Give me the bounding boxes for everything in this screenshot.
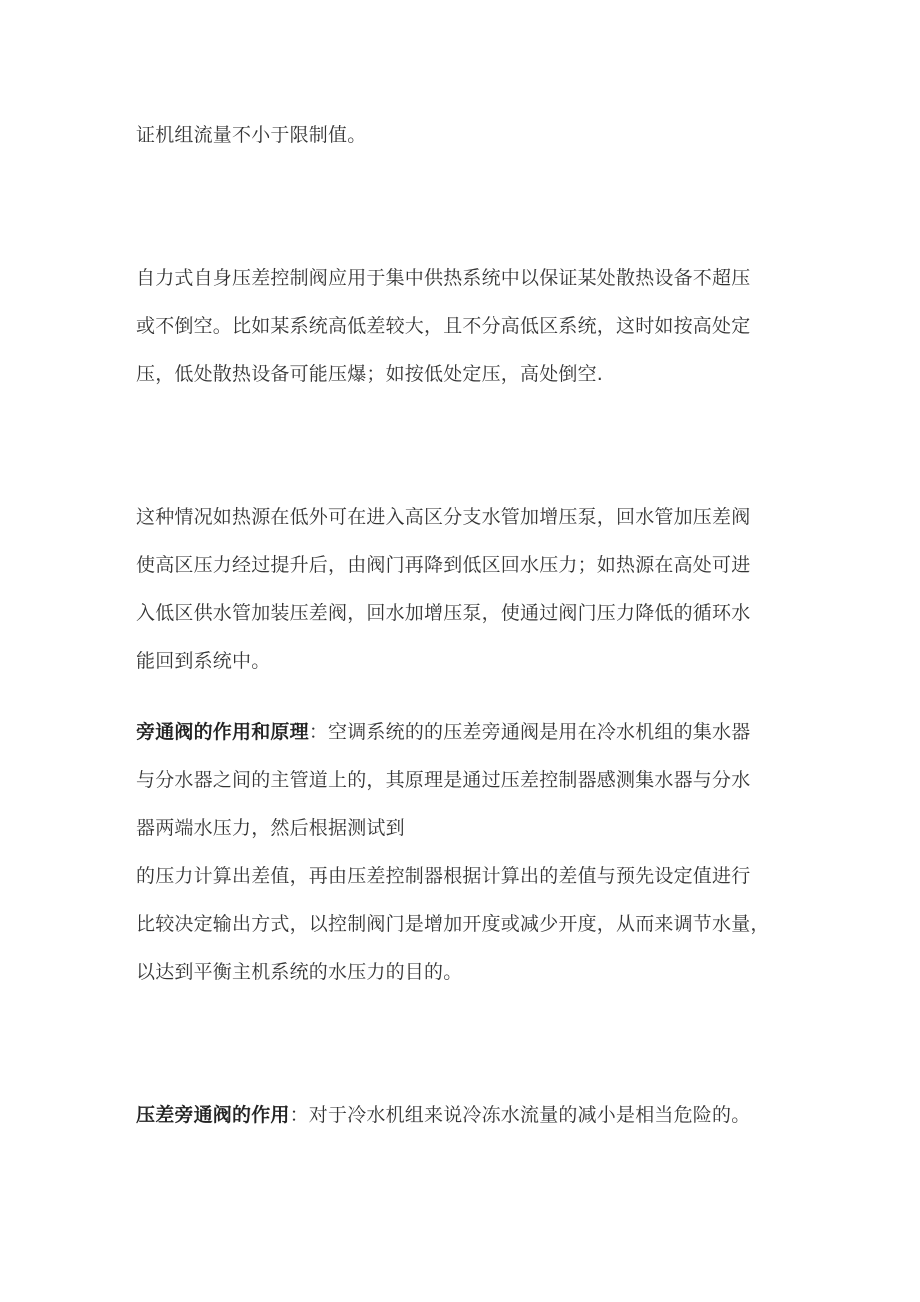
paragraph-4-line-2: 与分水器之间的主管道上的，其原理是通过压差控制器感测集水器与分水 — [136, 769, 751, 791]
section-heading-bypass-valve-principle: 旁通阀的作用和原理 — [136, 721, 309, 743]
paragraph-4-line-5: 比较决定输出方式，以控制阀门是增加开度或减少开度，从而来调节水量， — [136, 913, 770, 935]
paragraph-4-line-1 — [136, 720, 750, 744]
paragraph-4-line-4: 的压力计算出差值，再由压差控制器根据计算出的差值与预先设定值进行 — [136, 865, 751, 887]
paragraph-5-line-1 — [136, 1103, 750, 1127]
paragraph-4-line-3: 器两端水压力，然后根据测试到 — [136, 817, 405, 839]
paragraph-5-line-1-text: ：对于冷水机组来说冷冻水流量的减小是相当危险的。 — [289, 1104, 751, 1126]
paragraph-3-line-1: 这种情况如热源在低外可在进入高区分支水管加增压泵，回水管加压差阀 — [136, 506, 751, 528]
paragraph-2-line-2: 或不倒空。比如某系统高低差较大，且不分高低区系统，这时如按高处定 — [136, 315, 751, 337]
paragraph-1-line-1: 证机组流量不小于限制值。 — [136, 124, 367, 146]
paragraph-4-line-6: 以达到平衡主机系统的水压力的目的。 — [136, 961, 463, 983]
paragraph-2-line-1: 自力式自身压差控制阀应用于集中供热系统中以保证某处散热设备不超压 — [136, 267, 751, 289]
paragraph-3-line-4: 能回到系统中。 — [136, 650, 271, 672]
paragraph-3-line-2: 使高区压力经过提升后，由阀门再降到低区回水压力；如热源在高处可进 — [136, 554, 751, 576]
paragraph-3-line-3: 入低区供水管加装压差阀，回水加增压泵，使通过阀门压力降低的循环水 — [136, 602, 751, 624]
paragraph-4-line-1-text: ：空调系统的的压差旁通阀是用在冷水机组的集水器 — [308, 721, 751, 743]
section-heading-differential-bypass-valve: 压差旁通阀的作用 — [136, 1104, 290, 1126]
paragraph-2-line-3: 压，低处散热设备可能压爆；如按低处定压，高处倒空. — [136, 363, 604, 385]
